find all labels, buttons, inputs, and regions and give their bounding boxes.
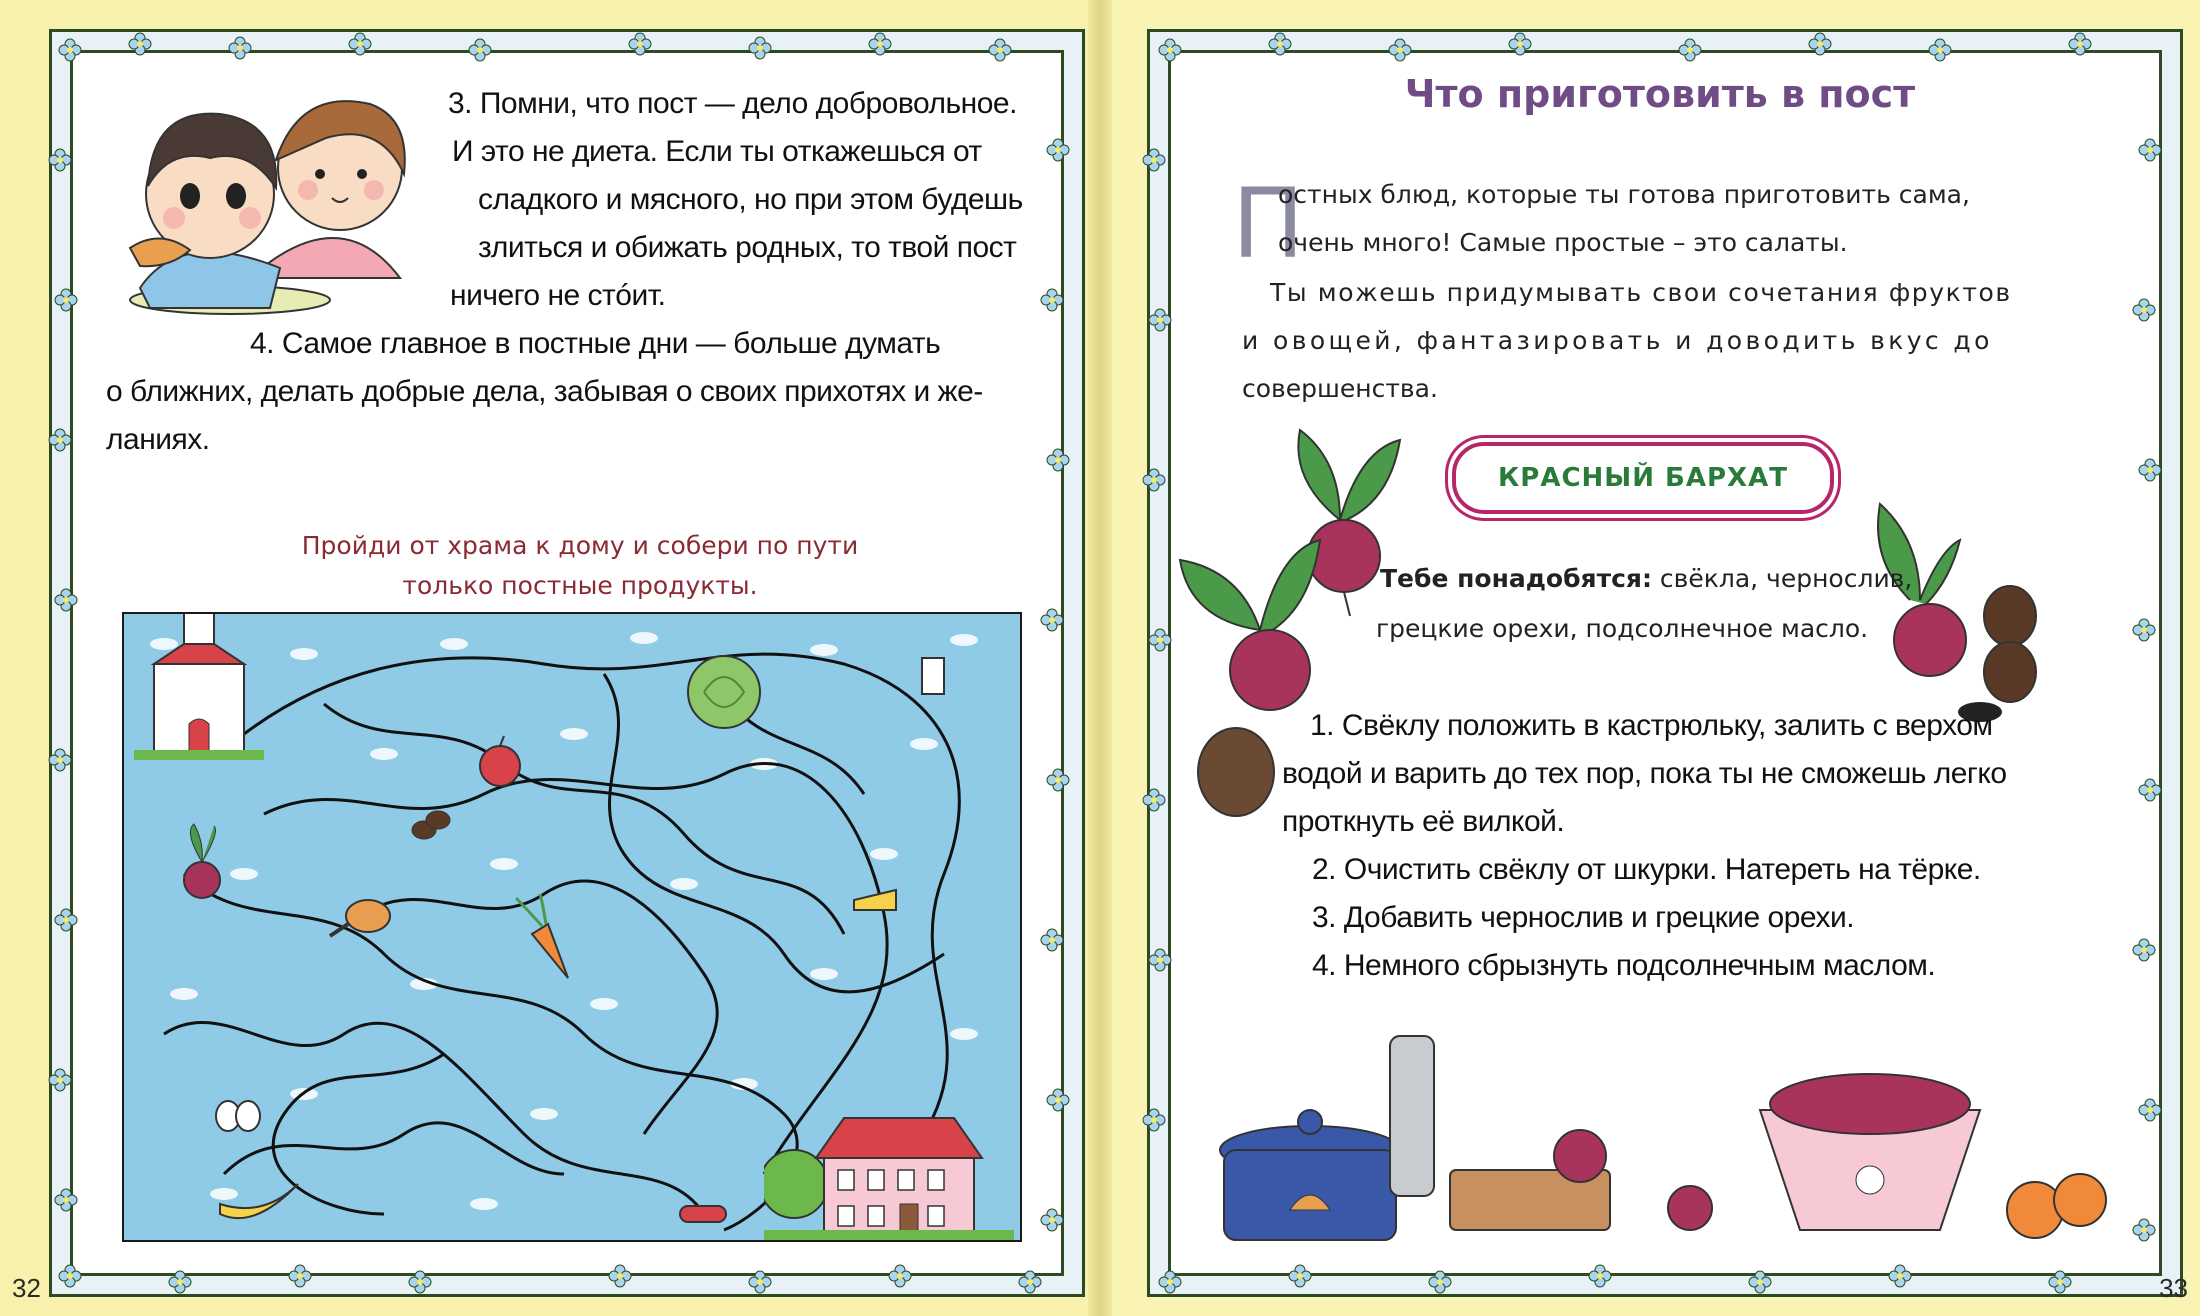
- beet-walnut-decoration-right: [1860, 500, 2040, 730]
- rule4-line-3: ланиях.: [106, 423, 210, 456]
- beet-decoration-left: [1170, 530, 1330, 730]
- eggs-icon: [210, 1092, 266, 1136]
- children-illustration: [100, 78, 430, 318]
- rule4-line-2: о ближних, делать добрые дела, забывая о своих прихотях и же-: [106, 375, 983, 408]
- recipe-name-badge: [1452, 442, 1834, 514]
- step-line-5: 3. Добавить чернослив и грецкие орехи.: [1312, 901, 1855, 934]
- step-line-3: проткнуть её вилкой.: [1282, 805, 1565, 838]
- rule3-line-2: И это не диета. Если ты откажешься от: [452, 135, 982, 168]
- sausage-icon: [674, 1194, 734, 1234]
- apple-icon: [474, 734, 534, 790]
- rule3-line-4: злиться и обижать родных, то твой пост: [478, 231, 1017, 264]
- banana-icon: [214, 1174, 304, 1230]
- cabbage-icon: [684, 652, 764, 732]
- kitchen-illustration: [1200, 1030, 2120, 1250]
- intro-line-4: и овощей, фантазировать и доводить вкус до: [1242, 326, 1993, 355]
- maze-caption-line-1: Пройди от храма к дому и собери по пути: [301, 531, 859, 560]
- book-gutter: [1088, 0, 1112, 1316]
- ingredients-line-2: грецкие орехи, подсолнечное масло.: [1376, 614, 1869, 643]
- house-icon: [764, 1114, 1014, 1240]
- ingredients-label: Тебе понадобятся:: [1380, 564, 1652, 593]
- intro-line-1: остных блюд, которые ты готова приготовить сама,: [1278, 180, 1970, 209]
- recipe-name: КРАСНЫЙ БАРХАТ: [1498, 463, 1788, 493]
- prune-icon: [408, 804, 452, 848]
- beet-icon: [174, 822, 230, 912]
- rule4-line-1: 4. Самое главное в постные дни — больше думать: [250, 327, 941, 360]
- rule3-line-1: 3. Помни, что пост — дело добровольное.: [448, 87, 1017, 120]
- page-title: Что приготовить в пост: [1404, 72, 1916, 116]
- ingredients-list-1: свёкла, чернослив,: [1651, 564, 1913, 593]
- step-line-4: 2. Очистить свёклу от шкурки. Натереть на тёрке.: [1312, 853, 1981, 886]
- intro-line-2: очень много! Самые простые – это салаты.: [1278, 228, 1848, 257]
- right-page-number: 33: [2159, 1273, 2188, 1303]
- step-line-2: водой и варить до тех пор, пока ты не сможешь легко: [1282, 757, 2007, 790]
- chicken-leg-icon: [324, 894, 394, 944]
- left-page-number: 32: [12, 1273, 41, 1303]
- intro-line-5: совершенства.: [1242, 374, 1438, 403]
- rule3-line-5: ничего не стóит.: [450, 279, 666, 312]
- walnut-icon: [1190, 720, 1280, 820]
- ingredients-line-1: [1380, 564, 1912, 593]
- maze-caption-line-2: только постные продукты.: [402, 571, 758, 600]
- maze-puzzle: [122, 612, 1022, 1242]
- step-line-6: 4. Немного сбрызнуть подсолнечным маслом.: [1312, 949, 1936, 982]
- cheese-icon: [850, 876, 900, 920]
- intro-dropcap: П: [1232, 168, 1305, 280]
- carrot-icon: [512, 894, 582, 984]
- step-line-1: 1. Свёклу положить в кастрюльку, залить с верхом: [1310, 709, 1993, 742]
- church-icon: [134, 612, 264, 774]
- milk-icon: [914, 644, 954, 700]
- intro-line-3: Ты можешь придумывать свои сочетания фруктов: [1270, 278, 2012, 307]
- rule3-line-3: сладкого и мясного, но при этом будешь: [478, 183, 1023, 216]
